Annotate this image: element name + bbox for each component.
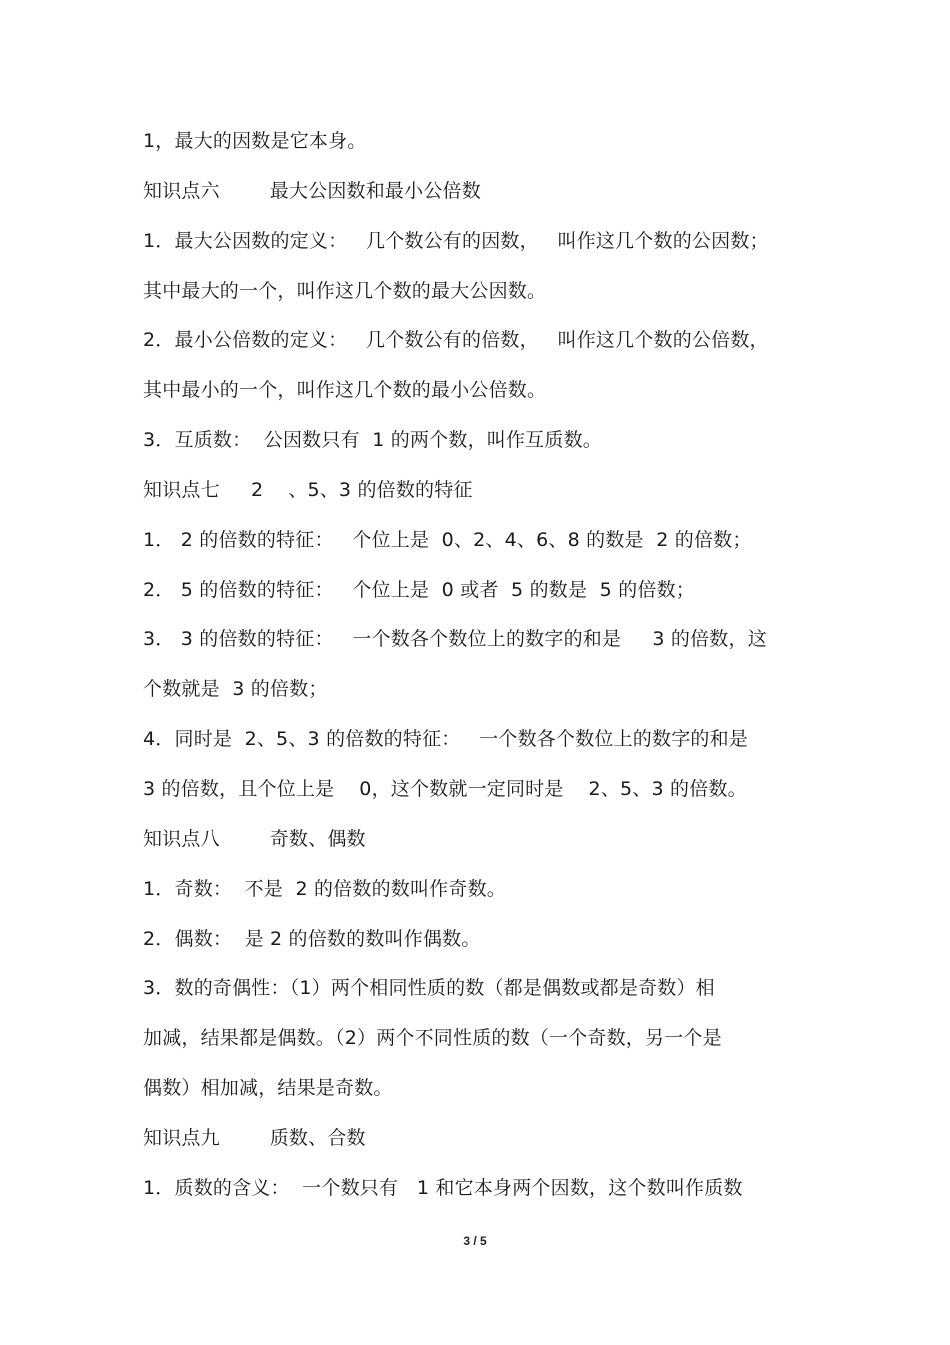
section-heading: 知识点八 奇数、偶数: [143, 827, 366, 850]
text-line: 3．数的奇偶性：（1）两个相同性质的数（都是偶数或都是奇数）相: [143, 977, 715, 1000]
section-heading: 知识点六 最大公因数和最小公倍数: [143, 179, 481, 202]
text-line: 2． 5 的倍数的特征： 个位上是 0 或者 5 的数是 5 的倍数；: [143, 578, 695, 601]
text-line: 3 的倍数，且个位上是 0，这个数就一定同时是 2、5、3 的倍数。: [143, 777, 747, 800]
text-line: 1．最大公因数的定义： 几个数公有的因数， 叫作这几个数的公因数；: [143, 229, 769, 252]
text-line: 偶数）相加减，结果是奇数。: [143, 1077, 393, 1100]
text-line: 1．质数的含义： 一个数只有 1 和它本身两个因数，这个数叫作质数: [143, 1176, 743, 1199]
text-line: 1．奇数： 不是 2 的倍数的数叫作奇数。: [143, 877, 506, 900]
text-line: 3．互质数： 公因数只有 1 的两个数，叫作互质数。: [143, 429, 602, 452]
section-heading: 知识点九 质数、合数: [143, 1126, 366, 1149]
text-line: 个数就是 3 的倍数；: [143, 678, 328, 701]
page-number: 3 / 5: [463, 1234, 487, 1248]
text-line: 2．偶数： 是 2 的倍数的数叫作偶数。: [143, 927, 481, 950]
text-line: 其中最大的一个，叫作这几个数的最大公因数。: [143, 279, 547, 302]
text-body: [143, 121, 823, 1218]
text-line: 加减，结果都是偶数。（2）两个不同性质的数（一个奇数，另一个是: [143, 1027, 722, 1050]
text-line: 其中最小的一个，叫作这几个数的最小公倍数。: [143, 379, 547, 402]
section-heading: 知识点七 2 、5、3 的倍数的特征: [143, 478, 473, 501]
text-line: 2．最小公倍数的定义： 几个数公有的倍数， 叫作这几个数的公倍数，: [143, 329, 769, 352]
text-line: 4．同时是 2、5、3 的倍数的特征： 一个数各个数位上的数字的和是: [143, 728, 748, 751]
text-line: 1． 2 的倍数的特征： 个位上是 0、2、4、6、8 的数是 2 的倍数；: [143, 528, 752, 551]
text-line: 3． 3 的倍数的特征： 一个数各个数位上的数字的和是 3 的倍数，这: [143, 628, 767, 651]
text-line: 1，最大的因数是它本身。: [143, 130, 367, 152]
